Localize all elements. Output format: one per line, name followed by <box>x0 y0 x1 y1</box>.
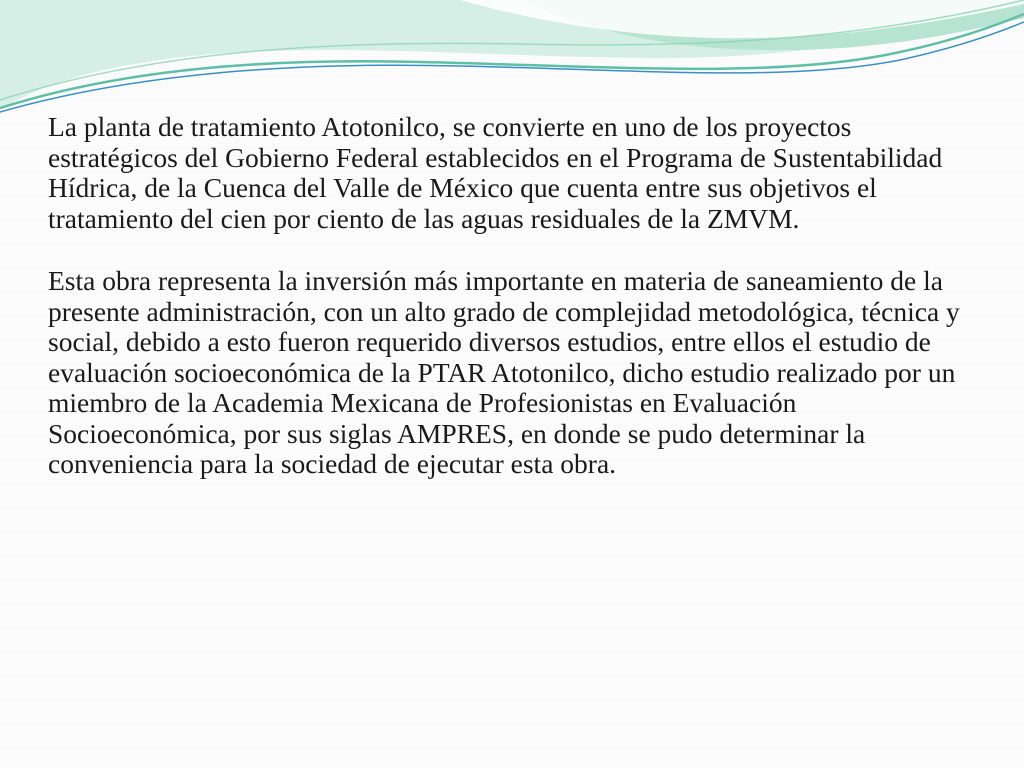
slide-body-text <box>48 112 968 512</box>
paragraph-1: La planta de tratamiento Atotonilco, se convierte en uno de los proyectos estratégicos del Gobierno Federal establecidos en el Programa de Sustentabilidad Hídrica, de la Cuenca del Valle de México que cuenta entre sus objetivos el tratamiento del cien por ciento de las aguas residuales de la ZMVM. <box>48 111 943 234</box>
paragraph-2: Esta obra representa la inversión más importante en materia de saneamiento de la presente administración, con un alto grado de complejidad metodológica, técnica y social, debido a esto fueron requerido diversos estudios, entre ellos el estudio de evaluación socioeconómica de la PTAR Atotonilco, dicho estudio realizado por un miembro de la Academia Mexicana de Profesionistas en Evaluación Socioeconómica, por sus siglas AMPRES, en donde se pudo determinar la conveniencia para la sociedad de ejecutar esta obra. <box>48 265 960 479</box>
